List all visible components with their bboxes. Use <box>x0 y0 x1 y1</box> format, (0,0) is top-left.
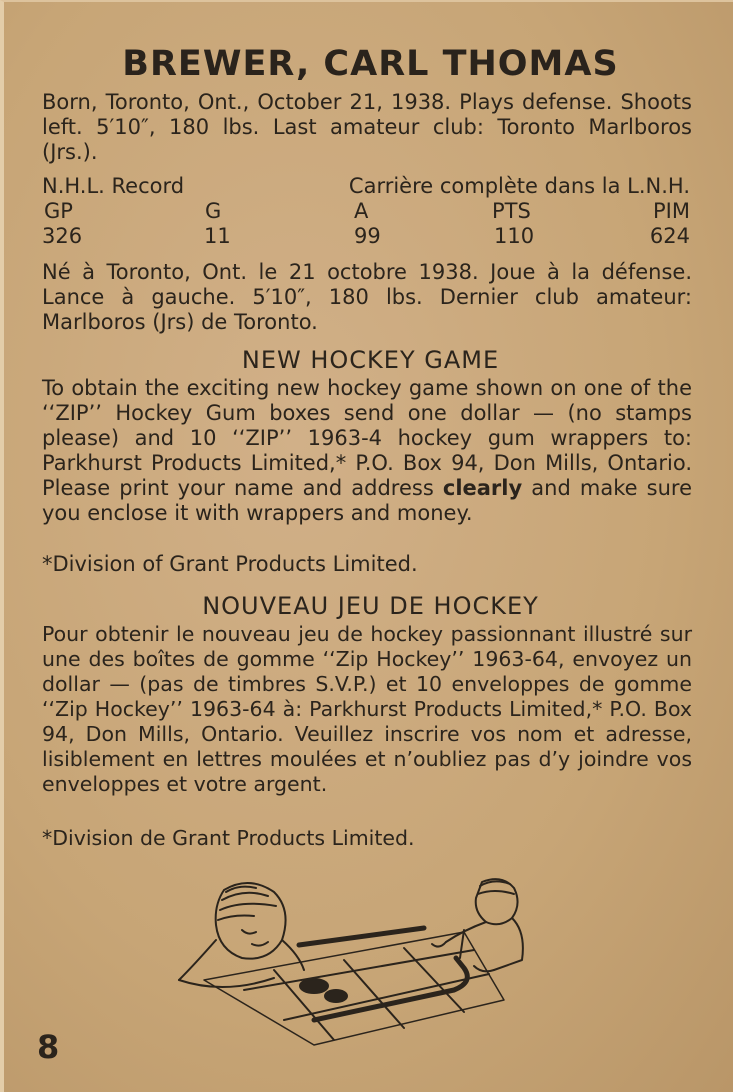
stat-value-gp: 326 <box>42 224 83 248</box>
hockey-game-illustration <box>164 870 534 1050</box>
stat-value-pim: 624 <box>649 224 690 248</box>
record-label-fr: Carrière complète dans la L.N.H. <box>348 174 690 198</box>
stat-header-pim: PIM <box>653 199 690 223</box>
promo-body-en-end: and make sure you enclose it with wrappers and money. <box>42 476 692 525</box>
promo-heading-en: NEW HOCKEY GAME <box>241 346 500 374</box>
bio-english: Born, Toronto, Ont., October 21, 1938. Plays defense. Shoots left. 5′10″, 180 lbs. Last amateur club: Toronto Marlboros (Jrs.). <box>42 90 692 164</box>
player-name: BREWER, CARL THOMAS <box>122 44 619 84</box>
promo-footnote-fr: *Division de Grant Products Limited. <box>42 826 415 850</box>
promo-emphasis: clearly <box>442 476 523 500</box>
promo-footnote-en: *Division of Grant Products Limited. <box>42 552 418 576</box>
promo-body-en-text: To obtain the exciting new hockey game shown on one of the ‘‘ZIP’’ Hockey Gum boxes send one dollar — (no stamps please) and 10 ‘‘ZIP’’ 1963-4 hockey gum wrappers to: Parkhurst Products Limited,* P.O. Box 94, Don Mills, Ontario. Please print your name and address <box>42 376 692 500</box>
record-label-en: N.H.L. Record <box>42 174 185 198</box>
stat-value-a: 99 <box>354 224 381 248</box>
promo-heading-fr: NOUVEAU JEU DE HOCKEY <box>202 592 539 620</box>
stat-header-a: A <box>354 199 369 223</box>
card-number: 8 <box>37 1028 60 1066</box>
stat-value-g: 11 <box>204 224 231 248</box>
promo-body-en <box>42 376 692 526</box>
promo-body-fr: Pour obtenir le nouveau jeu de hockey passionnant illustré sur une des boîtes de gomme ‘‘Zip Hockey’’ 1963-64, envoyez un dollar — (pas de timbres S.V.P.) et 10 enveloppes de gomme ‘‘Zip Hockey’’ 1963-64 à: Parkhurst Products Limited,* P.O. Box 94, Don Mills, Ontario. Veuillez inscrire vos nom et adresse, lisiblement en lettres moulées et n’oubliez pas d’y joindre vos enveloppes et votre argent. <box>42 622 692 796</box>
stat-header-gp: GP <box>44 199 73 223</box>
stat-value-pts: 110 <box>494 224 535 248</box>
stat-header-g: G <box>205 199 222 223</box>
stat-header-pts: PTS <box>492 199 531 223</box>
bio-french: Né à Toronto, Ont. le 21 octobre 1938. Joue à la défense. Lance à gauche. 5′10″, 180 lbs. Dernier club amateur: Marlboros (Jrs) de Toronto. <box>42 260 692 334</box>
